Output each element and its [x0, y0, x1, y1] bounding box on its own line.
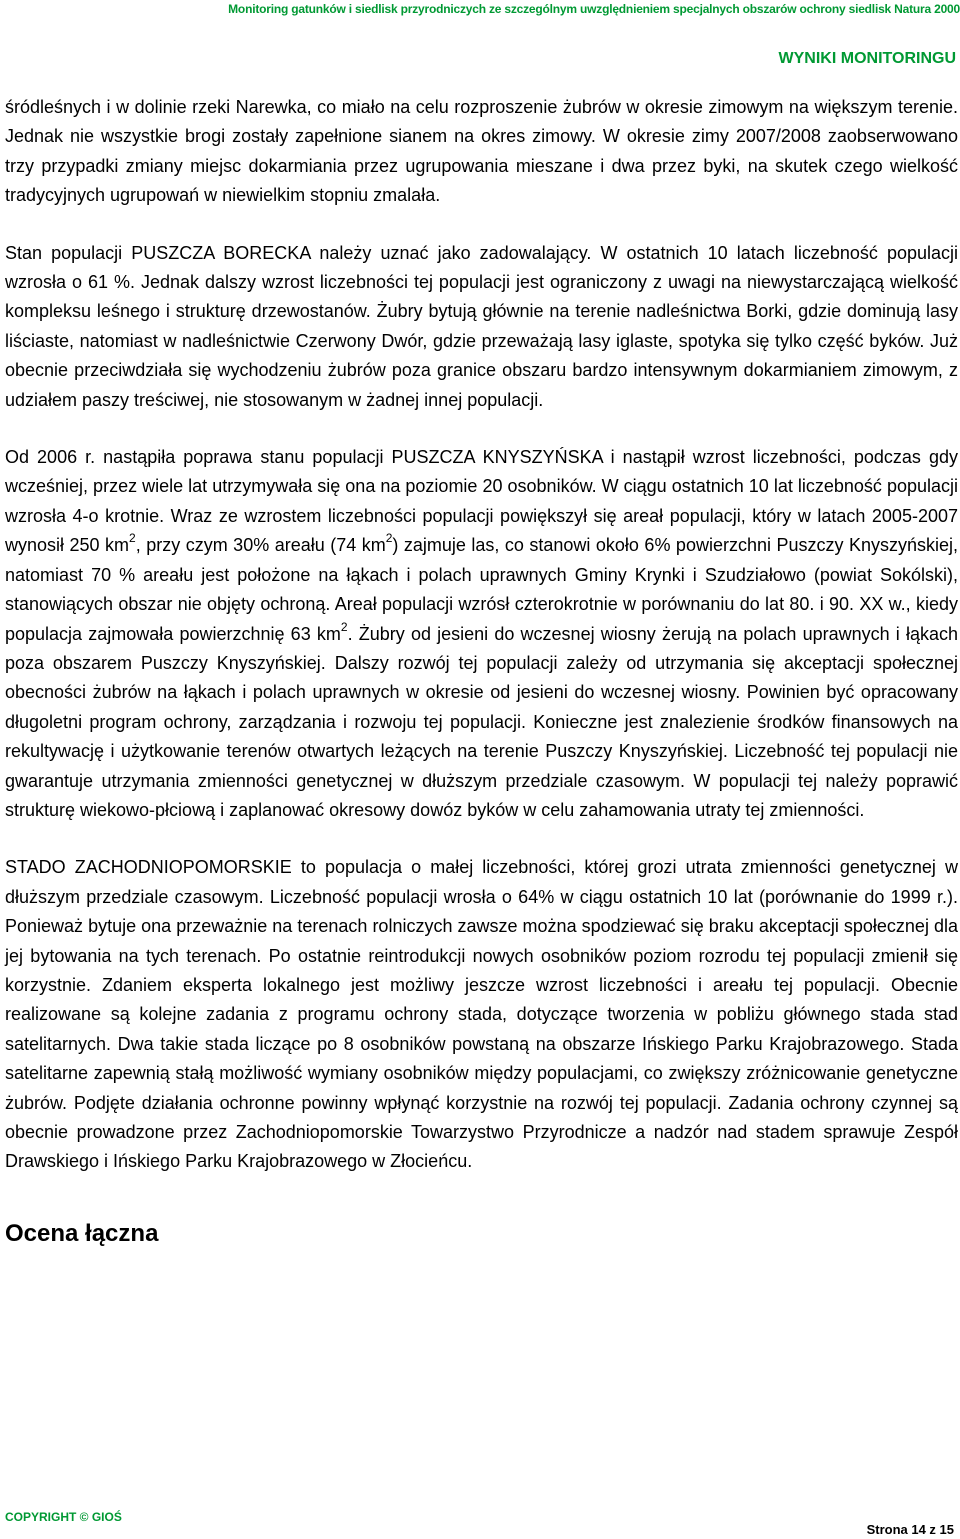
text-segment: , przy czym 30% areału (74 km — [135, 535, 386, 556]
paragraph-stado-zachodniopomorskie: STADO ZACHODNIOPOMORSKIE to populacja o małej liczebności, której grozi utrata zmienności genetycznej w dłuższym przedziale czasowym. Liczebność populacji wrosła o 64% w ciągu ostatnich 10 lat (porównanie do 1999 r.). Ponieważ bytuje ona przeważnie na terenach rolniczych zawsze można spodziewać się braku akceptacji społecznej dla jej bytowania na tych terenach. Po ostatnie reintrodukcji nowych osobników poziom rozrodu tej populacji zmienił się korzystnie. Zdaniem eksperta lokalnego jest możliwy jeszcze wzrost liczebności i areału tej populacji. Obecnie realizowane są kolejne zadania z programu ochrony stada, dotyczące tworzenia w pobliżu głównego stada stad satelitarnych. Dwa takie stada liczące po 8 osobników powstaną na obszarze Ińskiego Parku Krajobrazowego. Stada satelitarne zapewnią stałą możliwość wymiany osobników między populacjami, co zwiększy zróżnicowanie genetyczne żubrów. Podjęte działania ochronne powinny wpłynąć korzystnie na rozwój tej populacji. Zadania ochrony czynnej są obecnie prowadzone przez Zachodniopomorskie Towarzystwo Przyrodnicze a nadzór nad stadem sprawuje Zespół Drawskiego i Ińskiego Parku Krajobrazowego w Złocieńcu. — [5, 857, 958, 1172]
paragraph-puszcza-borecka: Stan populacji PUSZCZA BORECKA należy uznać jako zadowalający. W ostatnich 10 latach liczebność populacji wzrosła o 61 %. Jednak dalszy wzrost liczebności tej populacji jest ograniczony z uwagi na niewystarczającą wielkość kompleksu leśnego i strukturę drzewostanów. Żubry bytują głównie na terenie nadleśnictwa Borki, gdzie dominują lasy liściaste, natomiast w nadleśnictwie Czerwony Dwór, gdzie przeważają lasy iglaste, spotyka się tylko część byków. Już obecnie przeciwdziała się wychodzeniu żubrów poza granice obszaru bardzo intensywnym dokarmianiem zimowym, z udziałem paszy treściwej, nie stosowanym w żadnej innej populacji. — [5, 242, 958, 410]
text-segment: Od 2006 r. nastąpiła poprawa stanu populacji PUSZCZA KNYSZYŃSKA i nastąpił wzrost liczebności, podczas gdy wcześniej, przez wiele lat utrzymywała się ona na poziomie 20 osobników. W ciągu ostatnich 10 lat liczebność populacji wzrosła 4-o krotnie. Wraz ze wzrostem liczebności populacji powiększył się areał populacji, który w latach 2005-2007 wynosił 250 km — [5, 447, 958, 556]
superscript: 2 — [129, 531, 136, 546]
page-number: Strona 14 z 15 — [866, 1522, 954, 1537]
superscript: 2 — [385, 531, 393, 546]
text-segment: ) zajmuje las, co stanowi około 6% powierzchni Puszczy Knyszyńskiej, natomiast 70 % areału jest położone na łąkach i polach uprawnych Gminy Krynki i Szudziałowo (powiat Sokólski), stanowiących obszar nie objęty ochroną. Areał populacji wzrósł czterokrotnie w porównaniu do lat 80. i 90. XX w., kiedy populacja zajmowała powierzchnię 63 km — [5, 535, 959, 644]
copyright-notice: COPYRIGHT © GIOŚ — [5, 1510, 122, 1524]
text-segment: . Żubry od jesieni do wczesnej wiosny żerują na polach uprawnych i łąkach poza obszarem Puszczy Knyszyńskiej. Dalszy rozwój tej populacji zależy od utrzymania się akceptacji społecznej obecności żubrów na łąkach i polach uprawnych w okresie od jesieni do wczesnej wiosny. Powinien być opracowany długoletni program ochrony, zarządzania i rozwoju tej populacji. Konieczne jest znalezienie środków finansowych na rekultywację i użytkowanie terenów otwartych leżących na terenie Puszczy Knyszyńskiej. Liczebność tej populacji nie gwarantuje utrzymania zmienności genetycznej w dłuższym przedziale czasowym. W populacji tej należy poprawić strukturę wiekowo-płciową i zaplanować okresowy dowóz byków w celu zahamowania utraty tej zmienności. — [5, 623, 959, 820]
section-label: WYNIKI MONITORINGU — [778, 50, 956, 67]
superscript: 2 — [340, 619, 348, 634]
paragraph-intro: śródleśnych i w dolinie rzeki Narewka, co miało na celu rozproszenie żubrów w okresie zimowym na większym terenie. Jednak nie wszystkie brogi zostały zapełnione sianem na okres zimowy. W okresie zimy 2007/2008 zaobserwowano trzy przypadki zmiany miejsc dokarmiania przez ugrupowania mieszane i dwa przez byki, na skutek czego wielkość tradycyjnych ugrupowań w niewielkim stopniu zmalała. — [5, 97, 958, 206]
document-header-title: Monitoring gatunków i siedlisk przyrodniczych ze szczególnym uwzględnieniem specjalnych obszarów ochrony siedlisk Natura 2000 — [228, 2, 960, 16]
section-heading: Ocena łączna — [5, 1219, 159, 1247]
paragraph-puszcza-knyszynska — [5, 443, 958, 825]
document-body — [5, 93, 958, 1249]
